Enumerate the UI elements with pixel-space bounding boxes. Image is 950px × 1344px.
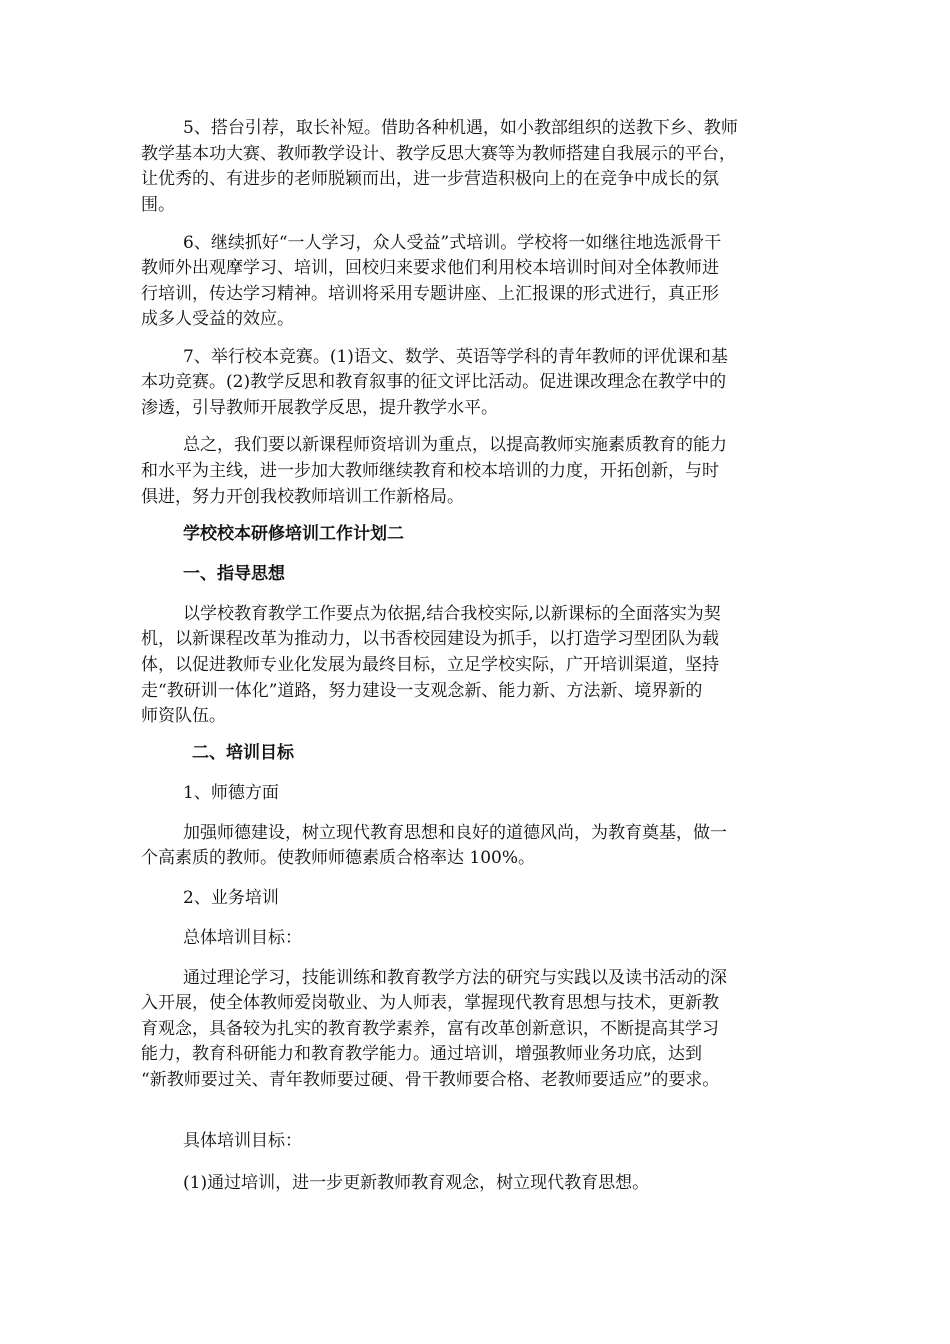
text-line: 6、继续抓好“一人学习，众人受益”式培训。学校将一如继往地选派骨干	[183, 233, 722, 253]
text-line: 总之，我们要以新课程师资培训为重点，以提高教师实施素质教育的能力	[183, 435, 727, 455]
text-line: 入开展，使全体教师爱岗敬业、为人师表，掌握现代教育思想与技术，更新教	[141, 993, 719, 1013]
text-line: 教师外出观摩学习、培训，回校归来要求他们利用校本培训时间对全体教师进	[141, 258, 719, 278]
text-line: 育观念，具备较为扎实的教育教学素养，富有改革创新意识，不断提高其学习	[141, 1019, 719, 1039]
text-line: 个高素质的教师。使教师师德素质合格率达 100%。	[141, 848, 536, 868]
text-line: “新教师要过关、青年教师要过硬、骨干教师要合格、老教师要适应”的要求。	[141, 1070, 720, 1090]
subheading-overall-goals: 总体培训目标：	[183, 928, 302, 948]
section-heading-training-goals: 二、培训目标	[192, 743, 294, 763]
text-line: 师资队伍。	[141, 706, 226, 726]
text-line: 本功竞赛。(2)教学反思和教育叙事的征文评比活动。促进课改理念在教学中的	[141, 372, 727, 392]
plan-title: 学校校本研修培训工作计划二	[183, 524, 404, 544]
text-line: 以学校教育教学工作要点为依据,结合我校实际,以新课标的全面落实为契	[183, 604, 721, 624]
text-line: 体，以促进教师专业化发展为最终目标，立足学校实际，广开培训渠道，坚持	[141, 655, 719, 675]
text-line: 通过理论学习，技能训练和教育教学方法的研究与实践以及读书活动的深	[183, 968, 727, 988]
text-line: 机，以新课程改革为推动力，以书香校园建设为抓手，以打造学习型团队为载	[141, 629, 719, 649]
text-line: 加强师德建设，树立现代教育思想和良好的道德风尚，为教育奠基，做一	[183, 823, 727, 843]
text-line: 走“教研训一体化”道路，努力建设一支观念新、能力新、方法新、境界新的	[141, 681, 703, 701]
subheading-specific-goals: 具体培训目标：	[183, 1131, 302, 1151]
text-line: 行培训，传达学习精神。培训将采用专题讲座、上汇报课的形式进行，真正形	[141, 284, 719, 304]
specific-goal-item: (1)通过培训，进一步更新教师教育观念，树立现代教育思想。	[183, 1173, 650, 1193]
text-line: 让优秀的、有进步的老师脱颖而出，进一步营造积极向上的在竞争中成长的氛	[141, 169, 719, 189]
text-line: 和水平为主线，进一步加大教师继续教育和校本培训的力度，开拓创新，与时	[141, 461, 719, 481]
text-line: 围。	[141, 195, 175, 215]
text-line: 俱进，努力开创我校教师培训工作新格局。	[141, 487, 464, 507]
text-line: 渗透，引导教师开展教学反思，提升教学水平。	[141, 398, 498, 418]
subheading-professional-training: 2、业务培训	[183, 888, 279, 908]
text-line: 成多人受益的效应。	[141, 309, 294, 329]
section-heading-guiding-ideology: 一、指导思想	[183, 564, 285, 584]
text-line: 教学基本功大赛、教师教学设计、教学反思大赛等为教师搭建自我展示的平台，	[141, 144, 736, 164]
subheading-teacher-ethics: 1、师德方面	[183, 783, 279, 803]
text-line: 5、搭台引荐，取长补短。借助各种机遇，如小教部组织的送教下乡、教师	[183, 118, 738, 138]
text-line: 7、举行校本竞赛。(1)语文、数学、英语等学科的青年教师的评优课和基	[183, 347, 728, 367]
text-line: 能力，教育科研能力和教育教学能力。通过培训，增强教师业务功底，达到	[141, 1044, 702, 1064]
